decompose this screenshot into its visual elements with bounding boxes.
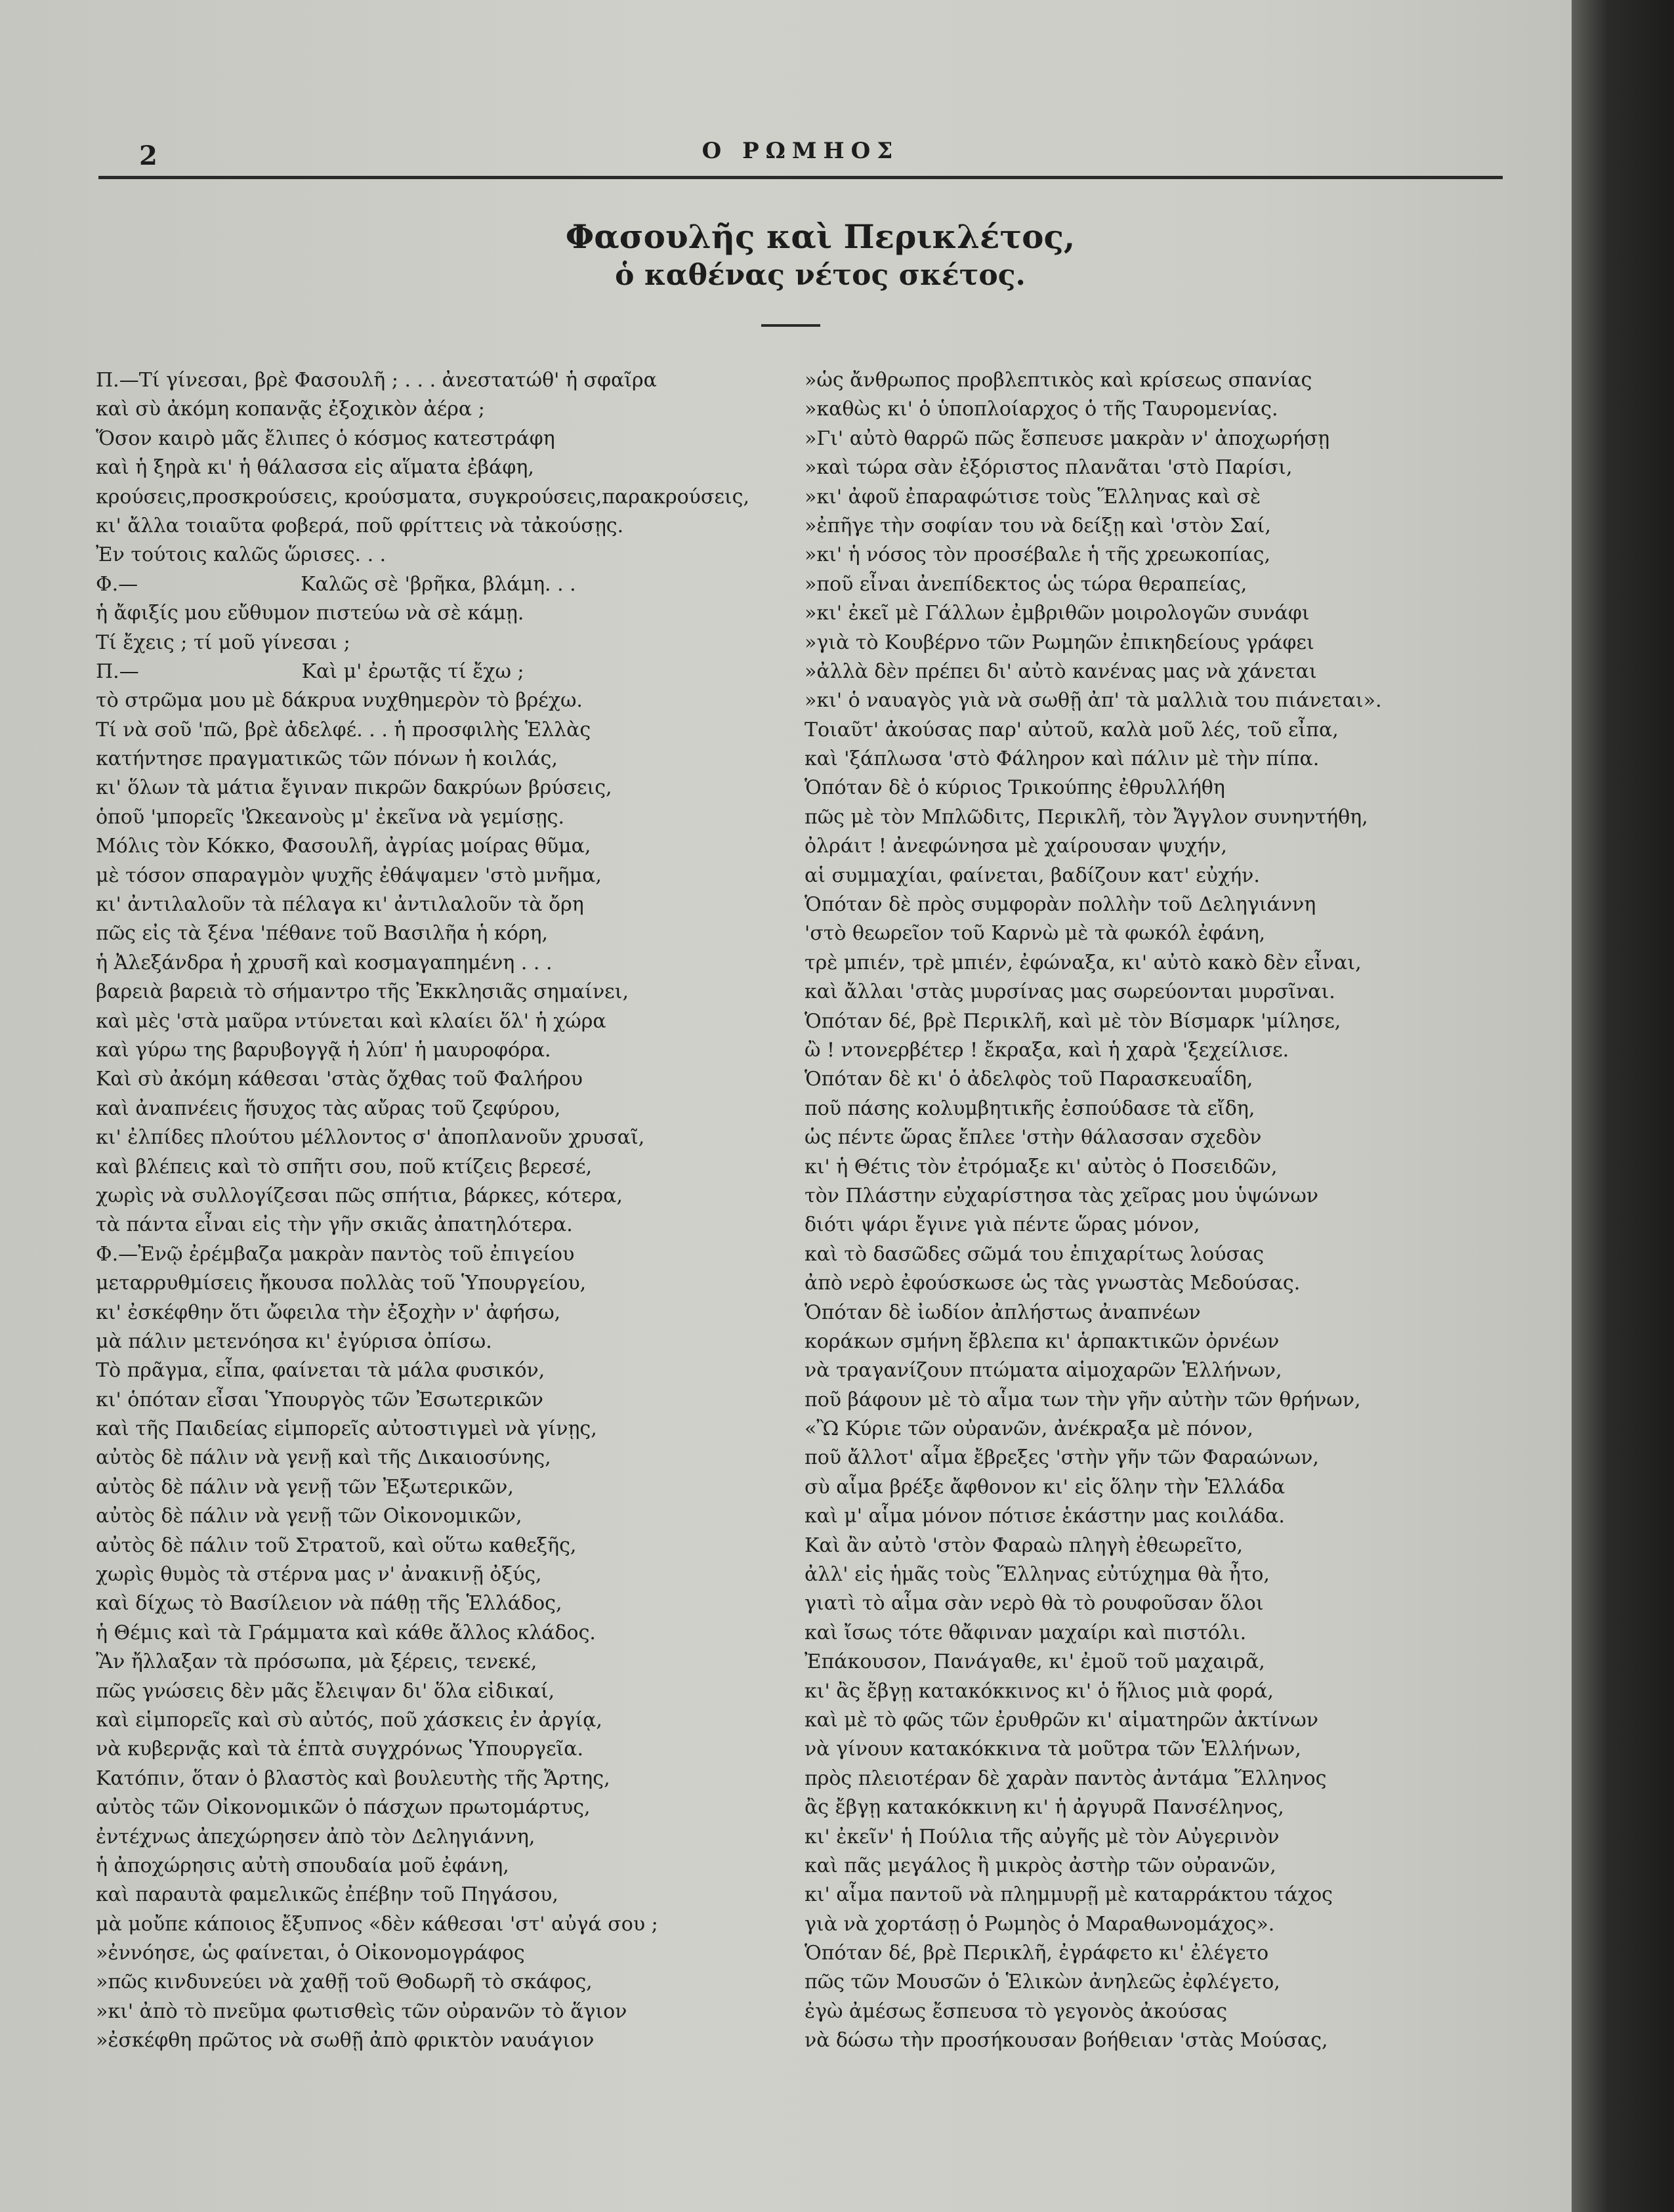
text-line: Τὸ πρᾶγμα, εἶπα, φαίνεται τὰ μάλα φυσικόν, — [96, 1359, 545, 1383]
text-line: γιατὶ τὸ αἷμα σὰν νερὸ θὰ τὸ ρουφοῦσαν ὅλοι — [805, 1592, 1264, 1616]
text-line: κι' ἐλπίδες πλούτου μέλλοντος σ' ἀποπλανοῦν χρυσαῖ, — [96, 1126, 645, 1150]
text-line: Π.—Τί γίνεσαι, βρὲ Φασουλῆ ; . . . ἀνεστατώθ' ἡ σφαῖρα — [96, 369, 657, 392]
text-line: διότι ψάρι ἔγινε γιὰ πέντε ὥρας μόνον, — [805, 1213, 1200, 1237]
text-line: ἀπὸ νερὸ ἐφούσκωσε ὡς τὰς γνωστὰς Μεδούσας. — [805, 1272, 1301, 1295]
text-line: καὶ ἄλλαι 'στὰς μυρσίνας μας σωρεύονται μυρσῖναι. — [805, 980, 1335, 1004]
text-line: γιὰ νὰ χορτάσῃ ὁ Ρωμηὸς ὁ Μαραθωνομάχος». — [805, 1912, 1275, 1936]
text-line: Φ.—Ἐνῷ ἐρέμβαζα μακρὰν παντὸς τοῦ ἐπιγείου — [96, 1242, 575, 1266]
text-line: κι' ὅλων τὰ μάτια ἔγιναν πικρῶν δακρύων βρύσεις, — [96, 776, 612, 800]
text-line: »ἀλλὰ δὲν πρέπει δι' αὐτὸ κανένας μας νὰ χάνεται — [805, 659, 1317, 683]
text-line: 'στὸ θεωρεῖον τοῦ Καρνὼ μὲ τὰ φωκόλ ἐφάνη, — [805, 922, 1266, 946]
text-line: Καὶ σὺ ἀκόμη κάθεσαι 'στὰς ὄχθας τοῦ Φαλήρου — [96, 1068, 583, 1091]
text-line: καὶ γύρω της βαρυβογγᾷ ἡ λύπ' ἡ μαυροφόρα. — [96, 1038, 551, 1062]
text-line: νὰ τραγανίζουν πτώματα αἱμοχαρῶν Ἑλλήνων, — [805, 1359, 1282, 1383]
text-line: ὢ ! ντονερβέτερ ! ἔκραξα, καὶ ἡ χαρὰ 'ξεχείλισε. — [805, 1038, 1289, 1062]
text-line: καὶ παραυτὰ φαμελικῶς ἐπέβην τοῦ Πηγάσου, — [96, 1883, 558, 1907]
text-line: Μόλις τὸν Κόκκο, Φασουλῆ, ἀγρίας μοίρας θῦμα, — [96, 835, 591, 858]
text-line: ἡ Ἀλεξάνδρα ἡ χρυσῆ καὶ κοσμαγαπημένη . . . — [96, 951, 553, 974]
text-line: ὀλράιτ ! ἀνεφώνησα μὲ χαίρουσαν ψυχήν, — [805, 835, 1227, 858]
text-line: Ὁπόταν δὲ ὁ κύριος Τρικούπης ἐθρυλλήθη — [805, 776, 1225, 800]
text-line: καὶ τῆς Παιδείας εἱμπορεῖς αὐτοστιγμεὶ νὰ γίνῃς, — [96, 1417, 597, 1441]
text-line: ἡ Θέμις καὶ τὰ Γράμματα καὶ κάθε ἄλλος κλάδος. — [96, 1621, 596, 1644]
text-line: καὶ εἱμπορεῖς καὶ σὺ αὐτός, ποῦ χάσκεις ἐν ἀργίᾳ, — [96, 1708, 602, 1732]
text-line: καὶ τὸ δασῶδες σῶμά του ἐπιχαρίτως λούσας — [805, 1242, 1265, 1266]
text-line: χωρὶς νὰ συλλογίζεσαι πῶς σπήτια, βάρκες, κότερα, — [96, 1184, 623, 1207]
text-line: καὶ βλέπεις καὶ τὸ σπῆτι σου, ποῦ κτίζεις βερεσέ, — [96, 1155, 593, 1179]
article-title-line1: Φασουλῆς καὶ Περικλέτος, — [565, 217, 1076, 256]
text-line: Καὶ ἂν αὐτὸ 'στὸν Φαραὼ πληγὴ ἐθεωρεῖτο, — [805, 1534, 1244, 1557]
text-line: »κι' ἡ νόσος τὸν προσέβαλε ἡ τῆς χρεωκοπίας, — [805, 543, 1271, 567]
text-line: ἡ ἄφιξίς μου εὔθυμον πιστεύω νὰ σὲ κάμῃ. — [96, 602, 524, 625]
text-line: αἱ συμμαχίαι, φαίνεται, βαδίζουν κατ' εὐχήν. — [805, 864, 1260, 887]
text-line: καὶ μὲς 'στὰ μαῦρα ντύνεται καὶ κλαίει ὅλ' ἡ χώρα — [96, 1009, 606, 1033]
text-line: Ἐπάκουσον, Πανάγαθε, κι' ἐμοῦ τοῦ μαχαιρᾶ, — [805, 1650, 1265, 1674]
page-number: 2 — [139, 140, 157, 171]
text-line: κι' ὁπόταν εἶσαι Ὑπουργὸς τῶν Ἐσωτερικῶν — [96, 1388, 543, 1411]
text-line: ποῦ ἄλλοτ' αἷμα ἔβρεξες 'στὴν γῆν τῶν Φαραώνων, — [805, 1446, 1319, 1470]
text-line: αὐτὸς δὲ πάλιν νὰ γενῇ καὶ τῆς Δικαιοσύνης, — [96, 1446, 551, 1470]
text-line: κι' ἀντιλαλοῦν τὰ πέλαγα κι' ἀντιλαλοῦν τὰ ὄρη — [96, 893, 584, 917]
text-line: Κατόπιν, ὅταν ὁ βλαστὸς καὶ βουλευτὴς τῆς Ἄρτης, — [96, 1766, 610, 1790]
text-line: μεταρρυθμίσεις ἤκουσα πολλὰς τοῦ Ὑπουργείου, — [96, 1272, 587, 1295]
text-line: κι' ἐσκέφθην ὅτι ὤφειλα τὴν ἐξοχὴν ν' ἀφήσω, — [96, 1301, 561, 1324]
text-line: Ὁπόταν δὲ ἰωδίον ἀπλήστως ἀναπνέων — [805, 1301, 1201, 1324]
text-line: »ἐσκέφθη πρῶτος νὰ σωθῇ ἀπὸ φρικτὸν ναυάγιον — [96, 2029, 595, 2053]
text-line: Τί ἔχεις ; τί μοῦ γίνεσαι ; — [96, 631, 350, 654]
text-line: »κι' ἐκεῖ μὲ Γάλλων ἐμβριθῶν μοιρολογῶν συνάφι — [805, 602, 1310, 625]
text-line: πῶς εἰς τὰ ξένα 'πέθανε τοῦ Βασιλῆα ἡ κόρη, — [96, 922, 549, 946]
text-line: ποῦ πάσης κολυμβητικῆς ἐσπούδασε τὰ εἴδη, — [805, 1096, 1255, 1120]
text-line: κι' ἡ Θέτις τὸν ἐτρόμαξε κι' αὐτὸς ὁ Ποσειδῶν, — [805, 1155, 1278, 1179]
text-line: τὸν Πλάστην εὐχαρίστησα τὰς χεῖρας μου ὑψώνων — [805, 1184, 1319, 1207]
text-line: κρούσεις,προσκρούσεις, κρούσματα, συγκρούσεις,παρακρούσεις, — [96, 485, 750, 509]
text-line: τρὲ μπιέν, τρὲ μπιέν, ἐφώναξα, κι' αὐτὸ κακὸ δὲν εἶναι, — [805, 951, 1362, 974]
text-line: σὺ αἷμα βρέξε ἄφθονον κι' εἰς ὅλην τὴν Ἑλλάδα — [805, 1475, 1286, 1499]
text-line: καὶ σὺ ἀκόμη κοπανᾷς ἐξοχικὸν ἀέρα ; — [96, 398, 485, 421]
text-line: »ποῦ εἶναι ἀνεπίδεκτος ὡς τώρα θεραπείας, — [805, 572, 1247, 596]
text-line: καὶ μὲ τὸ φῶς τῶν ἐρυθρῶν κι' αἱματηρῶν ἀκτίνων — [805, 1708, 1319, 1732]
right-column — [805, 366, 1500, 2056]
text-line: »κι' ἀφοῦ ἐπαραφώτισε τοὺς Ἕλληνας καὶ σὲ — [805, 485, 1261, 509]
text-line: πρὸς πλειοτέραν δὲ χαρὰν παντὸς ἀντάμα Ἕλληνος — [805, 1766, 1327, 1790]
header-rule — [98, 176, 1503, 179]
text-line: βαρειὰ βαρειὰ τὸ σήμαντρο τῆς Ἐκκλησιᾶς σημαίνει, — [96, 980, 629, 1004]
text-line: πῶς γνώσεις δὲν μᾶς ἔλειψαν δι' ὅλα εἰδικαί, — [96, 1679, 555, 1703]
text-line: Ἐν τούτοις καλῶς ὥρισες. . . — [96, 543, 387, 567]
text-line: Ἂν ἤλλαξαν τὰ πρόσωπα, μὰ ξέρεις, τενεκέ, — [96, 1650, 537, 1674]
text-line: μὰ μοὔπε κάποιος ἔξυπνος «δὲν κάθεσαι 'στ' αὐγά σου ; — [96, 1912, 658, 1936]
text-line: »κι' ὁ ναυαγὸς γιὰ νὰ σωθῇ ἀπ' τὰ μαλλιὰ του πιάνεται». — [805, 689, 1382, 713]
text-line: πῶς μὲ τὸν Μπλῶδιτς, Περικλῆ, τὸν Ἄγγλον συνηντήθη, — [805, 805, 1368, 829]
text-line: πῶς τῶν Μουσῶν ὁ Ἑλικὼν ἀνηλεῶς ἐφλέγετο, — [805, 1971, 1280, 1994]
text-line: »καὶ τώρα σὰν ἐξόριστος πλανᾶται 'στὸ Παρίσι, — [805, 456, 1293, 480]
text-line: ὡς πέντε ὥρας ἔπλεε 'στὴν θάλασσαν σχεδὸν — [805, 1126, 1262, 1150]
text-line: Ὁπόταν δὲ πρὸς συμφορὰν πολλὴν τοῦ Δεληγιάννη — [805, 893, 1316, 917]
text-line: κοράκων σμήνη ἔβλεπα κι' ἁρπακτικῶν ὀρνέων — [805, 1329, 1280, 1353]
text-line: τὸ στρῶμα μου μὲ δάκρυα νυχθημερὸν τὸ βρέχω. — [96, 689, 583, 713]
text-line: »ἐννόησε, ὡς φαίνεται, ὁ Οἰκονομογράφος — [96, 1942, 525, 1965]
text-line: μὰ πάλιν μετενόησα κι' ἐγύρισα ὀπίσω. — [96, 1329, 492, 1353]
text-line: κατήντησε πραγματικῶς τῶν πόνων ἡ κοιλάς, — [96, 747, 558, 771]
text-line: ἡ ἀποχώρησις αὐτὴ σπουδαία μοῦ ἐφάνη, — [96, 1854, 509, 1877]
text-line: νὰ γίνουν κατακόκκινα τὰ μοῦτρα τῶν Ἑλλήνων, — [805, 1738, 1301, 1761]
article-title — [328, 217, 1312, 294]
text-line: καὶ δίχως τὸ Βασίλειον νὰ πάθῃ τῆς Ἑλλάδος, — [96, 1592, 562, 1616]
text-line: κι' ἂς ἔβγῃ κατακόκκινος κι' ὁ ἥλιος μιὰ φορά, — [805, 1679, 1274, 1703]
text-line: Ὅσον καιρὸ μᾶς ἔλιπες ὁ κόσμος κατεστράφη — [96, 427, 555, 450]
text-line: »Γι' αὐτὸ θαρρῶ πῶς ἔσπευσε μακρὰν ν' ἀποχωρήσῃ — [805, 427, 1330, 450]
text-line: »γιὰ τὸ Κουβέρνο τῶν Ρωμηῶν ἐπικηδείους γράφει — [805, 631, 1314, 654]
text-line: αὐτὸς τῶν Οἰκονομικῶν ὁ πάσχων πρωτομάρτυς, — [96, 1796, 591, 1820]
text-line: Ὁπόταν δέ, βρὲ Περικλῆ, ἐγράφετο κι' ἐλέγετο — [805, 1942, 1269, 1965]
text-line: ἀλλ' εἰς ἡμᾶς τοὺς Ἕλληνας εὐτύχημα θὰ ἦτο, — [805, 1563, 1270, 1587]
text-line: »πῶς κινδυνεύει νὰ χαθῇ τοῦ Θοδωρῆ τὸ σκάφος, — [96, 1971, 593, 1994]
text-line: αὐτὸς δὲ πάλιν τοῦ Στρατοῦ, καὶ οὕτω καθεξῆς, — [96, 1534, 577, 1557]
text-line: Ὁπόταν δὲ κι' ὁ ἀδελφὸς τοῦ Παρασκευαΐδη, — [805, 1068, 1253, 1091]
text-line: μὲ τόσον σπαραγμὸν ψυχῆς ἐθάψαμεν 'στὸ μνῆμα, — [96, 864, 602, 887]
text-line: Ὁπόταν δέ, βρὲ Περικλῆ, καὶ μὲ τὸν Βίσμαρκ 'μίλησε, — [805, 1009, 1341, 1033]
text-line: ἂς ἔβγῃ κατακόκκινη κι' ἡ ἀργυρᾶ Πανσέληνος, — [805, 1796, 1284, 1820]
scan-edge-shadow — [1572, 0, 1674, 2212]
text-line: »κι' ἀπὸ τὸ πνεῦμα φωτισθεὶς τῶν οὐρανῶν τὸ ἅγιον — [96, 1999, 627, 2023]
text-line: κι' αἷμα παντοῦ νὰ πλημμυρῇ μὲ καταρράκτου τάχος — [805, 1883, 1333, 1907]
left-column — [96, 366, 791, 2056]
text-line: χωρὶς θυμὸς τὰ στέρνα μας ν' ἀνακινῇ ὀξύς, — [96, 1563, 542, 1587]
text-line: Τοιαῦτ' ἀκούσας παρ' αὐτοῦ, καλὰ μοῦ λές, τοῦ εἶπα, — [805, 718, 1339, 741]
text-line: καὶ ἡ ξηρὰ κι' ἡ θάλασσα εἰς αἵματα ἐβάφη, — [96, 456, 534, 480]
text-line: ἐντέχνως ἀπεχώρησεν ἀπὸ τὸν Δεληγιάννη, — [96, 1825, 535, 1848]
text-line: τὰ πάντα εἶναι εἰς τὴν γῆν σκιᾶς ἀπατηλότερα. — [96, 1213, 573, 1237]
text-line: καὶ ἴσως τότε θἄφιναν μαχαίρι καὶ πιστόλι. — [805, 1621, 1247, 1644]
article-title-line2: ὁ καθένας νέτος σκέτος. — [615, 259, 1026, 292]
text-line: Φ.— Καλῶς σὲ 'βρῆκα, βλάμη. . . — [96, 572, 576, 596]
text-line: Π.— Καὶ μ' ἐρωτᾷς τί ἔχω ; — [96, 659, 524, 683]
title-divider — [761, 324, 820, 327]
text-line: ὁποῦ 'μπορεῖς 'Ὠκεανοὺς μ' ἐκεῖνα νὰ γεμίσῃς. — [96, 805, 564, 829]
text-line: ποῦ βάφουν μὲ τὸ αἷμα των τὴν γῆν αὐτὴν τῶν θρήνων, — [805, 1388, 1361, 1411]
text-line: ἐγὼ ἀμέσως ἔσπευσα τὸ γεγονὸς ἀκούσας — [805, 1999, 1228, 2023]
text-line: καὶ μ' αἷμα μόνον πότισε ἑκάστην μας κοιλάδα. — [805, 1505, 1285, 1528]
text-line: αὐτὸς δὲ πάλιν νὰ γενῇ τῶν Ἐξωτερικῶν, — [96, 1475, 514, 1499]
text-line: »καθὼς κι' ὁ ὑποπλοίαρχος ὁ τῆς Ταυρομενίας. — [805, 398, 1278, 421]
text-line: νὰ δώσω τὴν προσήκουσαν βοήθειαν 'στὰς Μούσας, — [805, 2029, 1328, 2053]
text-line: κι' ἄλλα τοιαῦτα φοβερά, ποῦ φρίττεις νὰ τἀκούσῃς. — [96, 514, 624, 537]
text-line: καὶ 'ξάπλωσα 'στὸ Φάληρον καὶ πάλιν μὲ τὴν πίπα. — [805, 747, 1320, 771]
text-line: καὶ ἀναπνέεις ἥσυχος τὰς αὔρας τοῦ ζεφύρου, — [96, 1096, 561, 1120]
text-line: »ὡς ἄνθρωπος προβλεπτικὸς καὶ κρίσεως σπανίας — [805, 369, 1312, 392]
text-line: »ἐπῆγε τὴν σοφίαν του νὰ δείξῃ καὶ 'στὸν Σαί, — [805, 514, 1271, 537]
text-line: «Ὢ Κύριε τῶν οὐρανῶν, ἀνέκραξα μὲ πόνον, — [805, 1417, 1253, 1441]
text-line: Τί νὰ σοῦ 'πῶ, βρὲ ἀδελφέ. . . ἡ προσφιλὴς Ἑλλὰς — [96, 718, 591, 741]
text-line: κι' ἐκεῖν' ἡ Πούλια τῆς αὐγῆς μὲ τὸν Αὐγερινὸν — [805, 1825, 1280, 1848]
newspaper-title: Ο ΡΩΜΗΟΣ — [701, 138, 900, 164]
text-line: καὶ πᾶς μεγάλος ἢ μικρὸς ἀστὴρ τῶν οὐρανῶν, — [805, 1854, 1276, 1877]
text-line: νὰ κυβερνᾷς καὶ τὰ ἑπτὰ συγχρόνως Ὑπουργεῖα. — [96, 1738, 584, 1761]
text-line: αὐτὸς δὲ πάλιν νὰ γενῇ τῶν Οἰκονομικῶν, — [96, 1505, 522, 1528]
